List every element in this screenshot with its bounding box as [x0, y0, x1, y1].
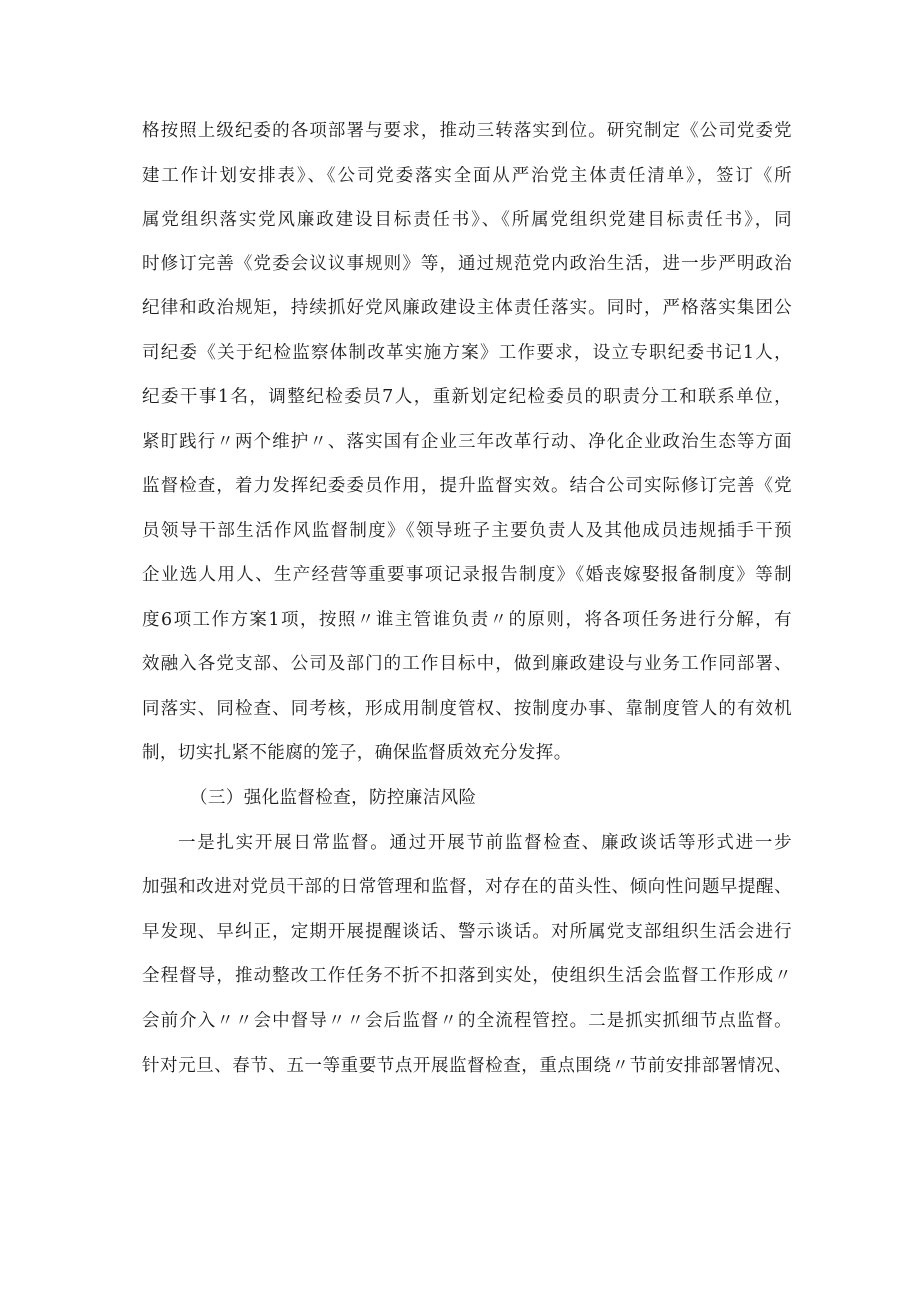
paragraph-line: 格按照上级纪委的各项部署与要求，推动三转落实到位。研究制定《公司党委党 — [142, 121, 792, 141]
paragraph-line: 监督检查，着力发挥纪委委员作用，提升监督实效。结合公司实际修订完善《党 — [142, 476, 792, 496]
paragraph-line: 属党组织落实党风廉政建设目标责任书》、《所属党组织党建目标责任书》，同 — [142, 210, 792, 230]
paragraph-line: 效融入各党支部、公司及部门的工作目标中，做到廉政建设与业务工作同部署、 — [142, 654, 792, 674]
paragraph-line: 时修订完善《党委会议议事规则》等，通过规范党内政治生活，进一步严明政治 — [142, 254, 792, 274]
paragraph-line: 员领导干部生活作风监督制度》《领导班子主要负责人及其他成员违规插手干预 — [142, 521, 792, 541]
paragraph-line: 会前介入〃〃会中督导〃〃会后监督〃的全流程管控。二是抓实抓细节点监督。 — [142, 1011, 792, 1031]
paragraph-line: 针对元旦、春节、五一等重要节点开展监督检查，重点围绕〃节前安排部署情况、 — [142, 1056, 792, 1076]
paragraph-line: 纪委干事1名，调整纪检委员7人，重新划定纪检委员的职责分工和联系单位， — [142, 387, 792, 407]
paragraph-line: 司纪委《关于纪检监察体制改革实施方案》工作要求，设立专职纪委书记1人， — [142, 343, 792, 363]
paragraph-line: 度6项工作方案1项，按照〃谁主管谁负责〃的原则，将各项任务进行分解，有 — [142, 610, 792, 630]
paragraph-line: 同落实、同检查、同考核，形成用制度管权、按制度办事、靠制度管人的有效机 — [142, 699, 792, 719]
paragraph-line: 制，切实扎紧不能腐的笼子，确保监督质效充分发挥。 — [142, 743, 572, 763]
paragraph-line: 早发现、早纠正，定期开展提醒谈话、警示谈话。对所属党支部组织生活会进行 — [142, 922, 792, 942]
section-heading: （三）强化监督检查，防控廉洁风险 — [190, 788, 477, 808]
paragraph-line: 全程督导，推动整改工作任务不折不扣落到实处，使组织生活会监督工作形成〃 — [142, 966, 792, 986]
paragraph-line: 企业选人用人、生产经营等重要事项记录报告制度》《婚丧嫁娶报备制度》等制 — [142, 565, 792, 585]
paragraph-line: 一是扎实开展日常监督。通过开展节前监督检查、廉政谈话等形式进一步 — [178, 833, 792, 853]
paragraph-line: 建工作计划安排表》、《公司党委落实全面从严治党主体责任清单》，签订《所 — [142, 166, 792, 186]
paragraph-line: 纪律和政治规矩，持续抓好党风廉政建设主体责任落实。同时，严格落实集团公 — [142, 298, 792, 318]
paragraph-line: 加强和改进对党员干部的日常管理和监督，对存在的苗头性、倾向性问题早提醒、 — [142, 877, 792, 897]
paragraph-line: 紧盯践行〃两个维护〃、落实国有企业三年改革行动、净化企业政治生态等方面 — [142, 432, 792, 452]
